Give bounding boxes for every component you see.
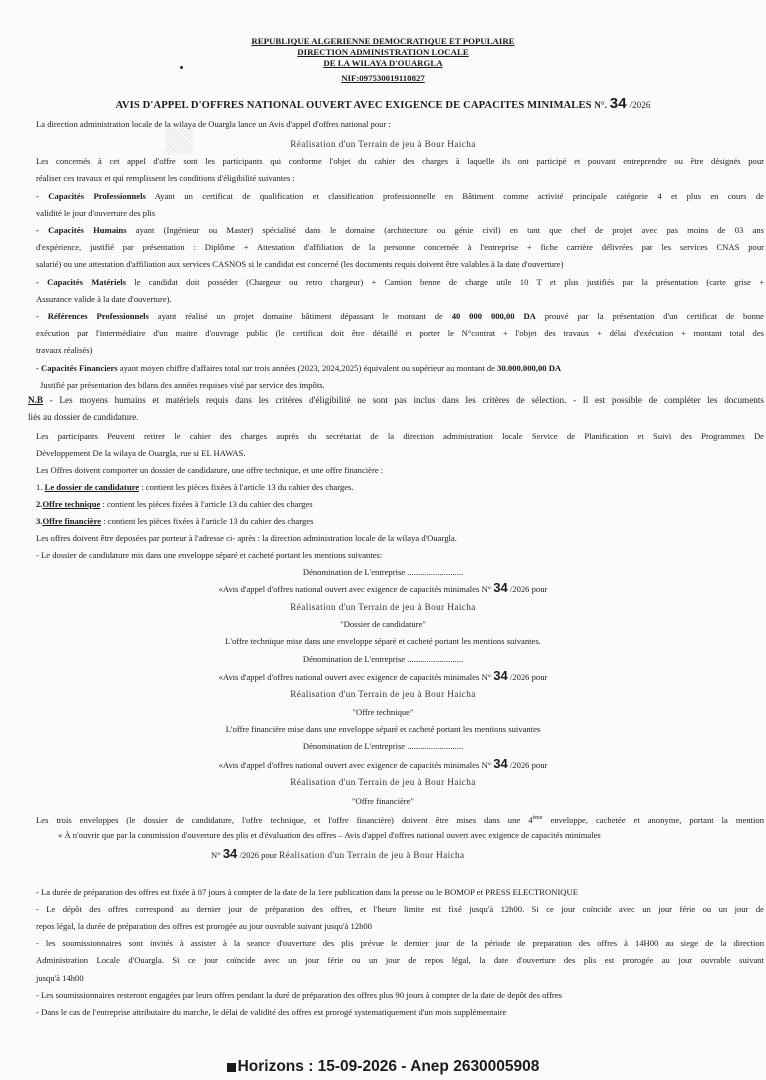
cap-pro-line-1 — [36, 191, 764, 202]
item-2-text: : contient les pièces fixées à l'article 13 du cahier des charges — [102, 499, 313, 509]
trois-text-2: enveloppe, cachetée et anonyme, portant la mention — [550, 814, 765, 825]
ref-pro-line-2: exécution par l'intermédiaire d'un maitre d'ouvrage public (le certificat doit être détaillé et porter le N°contrat + l'objet des travaux + délai d'exécution + montant total des — [36, 328, 764, 338]
trois-line-1 — [36, 813, 764, 826]
cap-mat-text: le candidat doit posséder (Chargeur ou retro chargeur) + Camion benne de charge utile 10 T et plus justifiés par la présentation (carte grise + — [134, 277, 764, 287]
trois-number: 34 — [222, 846, 238, 861]
ref-pro-label: - Références Professionnels — [36, 311, 149, 321]
item-1-text: : contient les pièces fixées à l'article 13 du cahier des charges. — [141, 482, 354, 492]
env2-avis-text: «Avis d'appel d'offres national ouvert avec exigence de capacités minimales N° — [218, 672, 492, 682]
header-wilaya: DE LA WILAYA D'OUARGLA — [323, 58, 443, 68]
envelope-intro: - Le dossier de candidature mis dans une enveloppe séparé et cacheté portant les mentions suivantes: — [36, 550, 383, 560]
header-republic: REPUBLIQUE ALGERIENNE DEMOCRATIQUE ET POPULAIRE — [251, 36, 515, 46]
nb-line-2: liés au dossier de candidature. — [28, 412, 139, 422]
intro-text: La direction administration locale de la wilaya de Ouargla lance un Avis d'appel d'offres national pour : — [36, 119, 391, 129]
env2-number: 34 — [493, 668, 508, 683]
item-3-text: : contient les pièces fixées à l'article 13 du cahier des charges — [103, 516, 314, 526]
trois-line-3 — [211, 846, 465, 863]
env1-avis — [0, 580, 766, 597]
cap-mat-line-2: Assurance valide à la date d'ouverture). — [36, 294, 172, 304]
ref-pro-line-1 — [36, 311, 764, 322]
item-2-heading: Offre technique — [42, 499, 101, 509]
env2-intro: L'offre technique mise dans une enveloppe séparé et cacheté portant les mentions suivantes. — [225, 636, 541, 646]
concern-line-2: réaliser ces travaux et qui remplissent les conditions d'éligibilité suivantes : — [36, 173, 295, 183]
item-1-heading: Le dossier de candidature — [44, 482, 140, 492]
project-title: Réalisation d'un Terrain de jeu à Bour Haicha — [290, 139, 476, 149]
cap-pro-line-2: validité le jour d'ouverture des plis — [36, 208, 156, 218]
env3-year: /2026 pour — [509, 760, 548, 770]
footer-text: Horizons : 15-09-2026 - Anep 2630005908 — [237, 1058, 540, 1075]
header-nif: NIF:097530019110827 — [341, 73, 425, 83]
cap-hum-label: - Capacités Humains — [36, 225, 127, 235]
cap-fin-line-1 — [36, 363, 561, 374]
item-3-heading: Offre financière — [42, 516, 102, 526]
env3-intro: L'offre financière mise dans une enveloppe séparé et cacheté portant les mentions suivantes — [225, 724, 541, 734]
cap-fin-line-2: Justifié par présentation des bilans des années requises visé par service des impôts. — [40, 380, 325, 390]
item-3-number: 3. — [36, 516, 43, 526]
env2-year: /2026 pour — [509, 672, 548, 682]
item-1-number: 1. — [36, 482, 43, 492]
env1-denomination: Dénomination de L'entreprise .......................... — [302, 567, 464, 577]
trois-line-2: « À n'ouvrir que par la commission d'ouverture des plis et d'évaluation des offres – Avis d'appel d'offres national ouvert avec exigence de capacités minimales — [58, 830, 601, 840]
trois-text: Les trois enveloppes (le dossier de candidature, l'offre technique, et l'offre financière) doivent être mises dans une 4 — [36, 814, 533, 825]
env1-avis-text: «Avis d'appel d'offres national ouvert avec exigence de capacités minimales N° — [218, 584, 492, 594]
ref-pro-text-2: prouvé par la présentation d'un certificat de bonne — [544, 311, 764, 321]
square-bullet-icon — [227, 1063, 236, 1072]
final-d2a: - Le dépôt des offres correspond au dernier jour de préparation des offres, et l'heure limite est fixé jusqu'à 12h00. Si ce jour coïncide avec un jour férie ou un jour de — [36, 904, 764, 914]
env2-avis — [0, 668, 766, 685]
trois-no-label: N° — [211, 850, 221, 860]
title-number: 34 — [609, 95, 627, 112]
trois-project: Réalisation d'un Terrain de jeu à Bour Haicha — [279, 850, 465, 860]
ref-pro-line-3: travaux réalisés) — [36, 345, 93, 355]
env1-tag: "Dossier de candidature" — [340, 619, 426, 629]
env3-tag: "Offre financière" — [352, 796, 414, 806]
cap-fin-label: - Capacités Financiers — [36, 363, 118, 373]
header-direction: DIRECTION ADMINISTRATION LOCALE — [297, 47, 469, 57]
env3-number: 34 — [493, 756, 508, 771]
env2-project: Réalisation d'un Terrain de jeu à Bour Haicha — [290, 689, 476, 699]
env1-year: /2026 pour — [509, 584, 548, 594]
final-d1: - La durée de préparation des offres est fixée à 07 jours à compter de la date de la 1ere publication dans la presse ou le BOMOP et PRESS ELECTRONIQUE — [36, 887, 578, 897]
env3-denomination: Dénomination de L'entreprise .......................... — [302, 741, 464, 751]
cap-hum-line-1 — [36, 225, 764, 236]
concern-line-1: Les concernés à cet appel d'offre sont les participants qui conforme l'objet du cahier des charges à laquelle ils ont participé et pouvant entreprendre ou être désignés pour — [36, 156, 764, 166]
cap-hum-line-2: d'expérience, justifié par présentation : Diplôme + Attestation d'affiliation de la personne concernée à l'entreprise + fiche carrière délivrées par les services CNAS pour — [36, 242, 764, 252]
final-d3b: Administration Locale d'Ouargla. Si ce jour coïncide avec un jour férie ou un jour de repos légal, la date d'ouverture des plis est prorogée au jour ouvrable suivant — [36, 955, 764, 965]
env3-avis-text: «Avis d'appel d'offres national ouvert avec exigence de capacités minimales N° — [218, 760, 492, 770]
env1-project: Réalisation d'un Terrain de jeu à Bour Haicha — [290, 602, 476, 612]
trois-year: /2026 pour — [239, 850, 277, 860]
final-d4: - Les soumissionnaires resteront engagées par leurs offres pendant la duré de préparation des offres plus 90 jours à compter de la date de depôt des offres — [36, 990, 562, 1000]
cap-fin-amount: 30.000.000,00 DA — [497, 363, 562, 373]
retirer-line-2: Développement De la wilaya de Ouargla, rue si EL HAWAS. — [36, 448, 246, 458]
offres-item-1 — [36, 482, 354, 493]
cap-hum-text: ayant (Ingénieur ou Master) spécialisé dans le domaine (architecture ou génie civil) en tant que chef de projet avec pas moins de 03 ans — [135, 225, 764, 235]
cap-pro-text: Ayant un certificat de qualification et classification professionnelle en Bâtiment comme activité principale catégorie 4 et plus en cours de — [154, 191, 764, 201]
cap-hum-line-3: salarié) ou une attestation d'affiliation aux services CASNOS si le candidat est concerné (les documents requis doivent être valables à la date d'ouverture) — [36, 259, 564, 269]
ref-pro-amount: 40 000 000,00 DA — [451, 311, 536, 321]
cap-mat-label: - Capacités Matériels — [36, 277, 127, 287]
final-d5: - Dans le cas de l'entreprise attributaire du marche, le délai de validité des offres est prorogé systematiquement d'un mois supplémentaire — [36, 1007, 507, 1017]
final-d3c: jusqu'à 14h00 — [36, 973, 84, 983]
retirer-line-1: Les participants Peuvent retirer le cahier des charges auprès du secrétariat de la direction administration locale Service de Planification et Suivi des Programmes De — [36, 431, 764, 441]
nb-label: N.B — [28, 395, 44, 405]
notice-title — [0, 96, 766, 114]
item-2-number: 2. — [36, 499, 43, 509]
offres-item-2 — [36, 499, 313, 510]
trois-sup: ème — [532, 815, 543, 821]
final-d2b: repos légal, la durée de préparation des offres est prorogée au jour ouvrable suivant jusqu'à 12h00 — [36, 921, 372, 931]
env2-tag: "Offre technique" — [352, 707, 414, 717]
env2-denomination: Dénomination de L'entreprise .......................... — [302, 654, 464, 664]
cap-pro-label: - Capacités Professionnels — [36, 191, 146, 201]
title-year: /2026 — [629, 100, 651, 110]
offres-intro: Les Offres doivent comporter un dossier de candidature, une offre technique, et une offre financière : — [36, 465, 384, 475]
env1-number: 34 — [493, 580, 508, 595]
ref-pro-text: ayant réalisé un projet domaine bâtiment dépassant le montant de — [157, 311, 443, 321]
depot-text: Les offres doivent être deposées par porteur à l'adresse ci- après : la direction administration locale de la wilaya d'Ouargla. — [36, 533, 457, 543]
title-no-label: N°. — [594, 100, 608, 110]
nb-line-1 — [28, 395, 764, 406]
offres-item-3 — [36, 516, 313, 527]
publication-footer — [0, 1058, 766, 1076]
final-d3a: - les soumissionnaires sont invités à assister à la seance d'ouverture des plis prévue le dernier jour de la période de preparation des offres à 14H00 au siege de la direction — [36, 938, 764, 948]
env3-project: Réalisation d'un Terrain de jeu à Bour Haicha — [290, 777, 476, 787]
cap-fin-text: ayant moyen chiffre d'affaires total sur trois années (2023, 2024,2025) équivalent ou supérieur au montant de — [119, 363, 495, 373]
title-text: AVIS D'APPEL D'OFFRES NATIONAL OUVERT AVEC EXIGENCE DE CAPACITES MINIMALES — [115, 100, 592, 111]
cap-mat-line-1 — [36, 277, 764, 288]
nb-text: - Les moyens humains et matériels requis dans les critères d'éligibilité ne sont pas inclus dans les critères de sélection. - Il est possible de compléter les documents — [49, 395, 765, 405]
env3-avis — [0, 756, 766, 773]
